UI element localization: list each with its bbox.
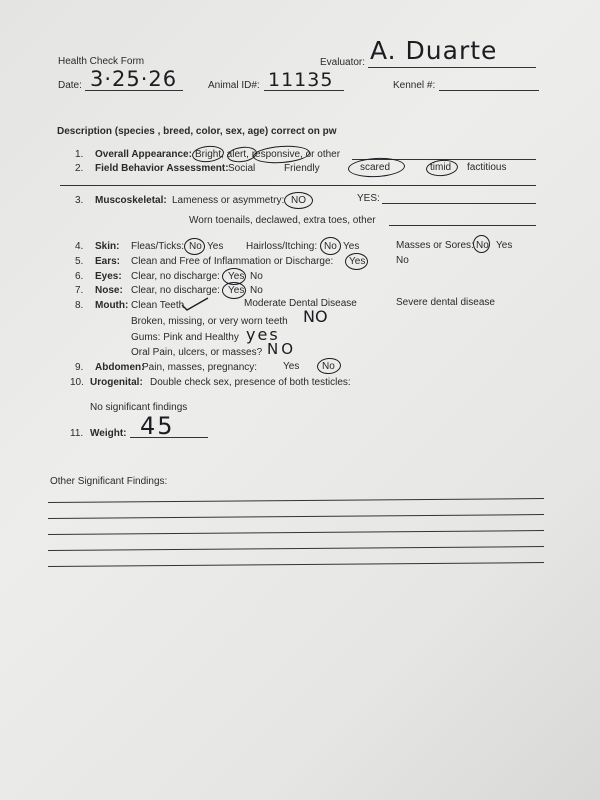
item-7-text: Clear, no discharge: [131, 285, 220, 296]
item-10-label: Urogenital: [90, 377, 143, 388]
item-2-option-scared: scared [360, 162, 391, 173]
item-1-number: 1. [75, 149, 84, 160]
item-3-number: 3. [75, 195, 84, 206]
item-7-no: No [250, 285, 263, 296]
item-2-line [60, 185, 536, 186]
other-findings-label: Other Significant Findings: [50, 476, 168, 487]
item-6-text: Clear, no discharge: [131, 271, 220, 282]
item-4-label: Skin: [95, 241, 120, 252]
kennel-line [439, 90, 539, 91]
fleas-no-circle-mark [184, 238, 205, 255]
kennel-label: Kennel #: [393, 80, 436, 91]
findings-line-4 [48, 546, 544, 551]
item-9-no: No [322, 361, 335, 372]
date-value: 3·25·26 [90, 67, 178, 91]
date-label: Date: [58, 80, 82, 91]
item-9-label: Abdomen: [95, 362, 145, 373]
evaluator-line [368, 67, 536, 68]
item-6-no: No [250, 271, 263, 282]
findings-line-3 [48, 530, 544, 535]
clean-teeth-check-mark [180, 296, 210, 312]
item-5-number: 5. [75, 256, 84, 267]
animal-id-label: Animal ID#: [208, 80, 260, 91]
item-1-label: Overall Appearance: [95, 149, 192, 160]
animal-id-value: 11135 [268, 69, 334, 91]
item-4-fleas-yes: Yes [207, 241, 224, 252]
musculoskeletal-no-circle-mark [284, 192, 313, 209]
ears-yes-circle-mark [345, 253, 368, 270]
item-2-option-timid: timid [430, 162, 452, 173]
item-9-text: Pain, masses, pregnancy: [142, 362, 258, 373]
item-9-number: 9. [75, 362, 84, 373]
description-line: Description (species , breed, color, sex, age) correct on pw [57, 126, 337, 137]
broken-teeth-answer: NO [303, 307, 328, 326]
item-8-moderate: Moderate Dental Disease [244, 298, 357, 309]
item-10-note: No significant findings [90, 402, 188, 413]
item-7-label: Nose: [95, 285, 123, 296]
item-8-oral: Oral Pain, ulcers, or masses? [131, 347, 263, 358]
item-4-hairloss-no: No [324, 241, 337, 252]
item-6-yes: Yes [228, 271, 245, 282]
item-8-label: Mouth: [95, 300, 129, 311]
nose-yes-circle-mark [222, 282, 246, 299]
item-5-text: Clean and Free of Inflammation or Discharge: [131, 256, 334, 267]
item-1-options: Bright, alert, responsive, or other [195, 149, 341, 160]
gums-answer: yes [246, 325, 280, 344]
item-2-option-friendly: Friendly [284, 163, 320, 174]
weight-value: 45 [140, 412, 175, 440]
item-7-yes: Yes [228, 285, 245, 296]
item-4-number: 4. [75, 241, 84, 252]
item-8-clean-teeth: Clean Teeth [131, 300, 185, 311]
item-4-masses-yes: Yes [496, 240, 513, 251]
item-10-text: Double check sex, presence of both testicles: [150, 377, 351, 388]
item-2-option-factitious: factitious [467, 162, 507, 173]
item-6-number: 6. [75, 271, 84, 282]
item-10-number: 10. [70, 377, 84, 388]
item-3-sub-line [389, 225, 536, 226]
item-3-label: Muscoskeletal: [95, 195, 167, 206]
item-11-number: 11. [70, 428, 84, 439]
item-3-yes-line [382, 203, 536, 204]
item-4-hairloss-yes: Yes [343, 241, 360, 252]
abdomen-no-circle-mark [316, 357, 341, 375]
item-2-label: Field Behavior Assessment: [95, 163, 229, 174]
item-11-label: Weight: [90, 428, 127, 439]
item-3-text: Lameness or asymmetry: [172, 195, 285, 206]
item-6-label: Eyes: [95, 271, 122, 282]
item-5-no: No [396, 255, 409, 266]
oral-answer: NO [267, 340, 297, 358]
item-4-fleas-text: Fleas/Ticks: [131, 241, 184, 252]
item-3-option-no: NO [291, 195, 306, 206]
responsive-circle-mark [252, 144, 310, 165]
evaluator-label: Evaluator: [320, 57, 366, 68]
masses-no-circle-mark [473, 235, 490, 253]
item-8-severe: Severe dental disease [396, 297, 495, 308]
hairloss-no-circle-mark [320, 237, 341, 255]
item-8-number: 8. [75, 300, 84, 311]
item-2-option-social: Social [228, 163, 256, 174]
findings-line-1 [48, 498, 544, 503]
item-8-gums: Gums: Pink and Healthy [131, 332, 239, 343]
evaluator-signature: A. Duarte [370, 36, 498, 65]
item-4-fleas-no: No [189, 241, 202, 252]
findings-line-5 [48, 562, 544, 567]
form-title: Health Check Form [58, 56, 145, 67]
item-4-masses-text: Masses or Sores: [396, 240, 474, 251]
item-3-sub-text: Worn toenails, declawed, extra toes, other [189, 215, 376, 226]
item-9-yes: Yes [283, 361, 300, 372]
item-5-label: Ears: [95, 256, 121, 267]
item-2-number: 2. [75, 163, 84, 174]
item-4-hairloss-text: Hairloss/Itching: [246, 241, 318, 252]
item-3-yes-label: YES: [357, 193, 380, 204]
findings-line-2 [48, 514, 544, 519]
item-7-number: 7. [75, 285, 84, 296]
item-8-broken-teeth: Broken, missing, or very worn teeth [131, 316, 288, 327]
item-5-yes: Yes [349, 256, 366, 267]
item-4-masses-no: No [476, 240, 489, 251]
